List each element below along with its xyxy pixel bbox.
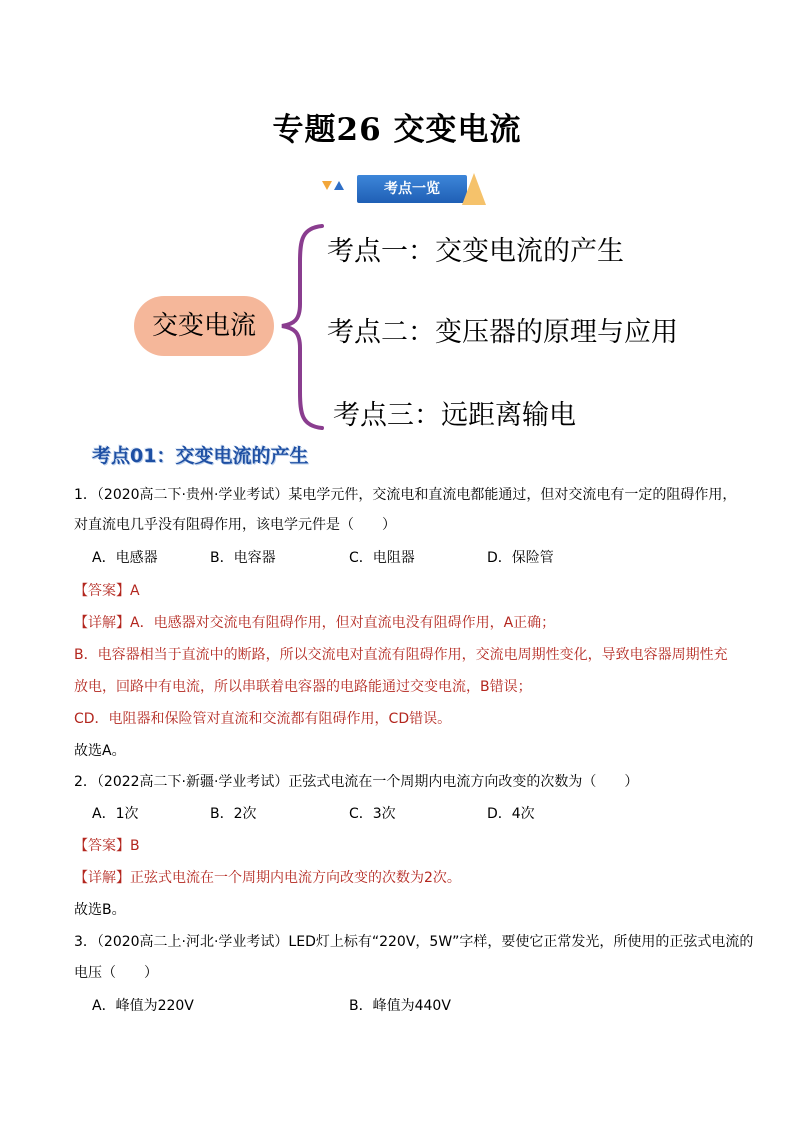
detail-line: B．电容器相当于直流中的断路，所以交流电对直流有阻碍作用，交流电周期性变化，导致电容器周期性充 — [74, 647, 728, 663]
curly-brace-icon — [276, 222, 326, 432]
section-heading: 考点01：交变电流的产生 — [92, 445, 309, 467]
question-stem-line: 2．（2022高二下·新疆·学业考试）正弦式电流在一个周期内电流方向改变的次数为（ ） — [74, 774, 639, 790]
option: B．2次 — [210, 806, 257, 822]
question-stem-line: 电压（ ） — [74, 965, 158, 981]
question-stem-line: 对直流电几乎没有阻碍作用，该电学元件是（ ） — [74, 517, 396, 533]
question-stem-line: 1．（2020高二下·贵州·学业考试）某电学元件，交流电和直流电都能通过，但对交流电有一定的阻碍作用， — [74, 487, 737, 503]
conclusion: 故选B。 — [74, 902, 126, 918]
page-title: 专题26 交变电流 — [272, 112, 522, 148]
answer-line — [74, 835, 140, 855]
detail-line — [74, 867, 461, 887]
option: A．1次 — [92, 806, 139, 822]
blue-triangle-icon — [334, 181, 344, 190]
answer-value: A — [130, 583, 140, 599]
option: C．电阻器 — [349, 550, 415, 566]
detail-text: 正弦式电流在一个周期内电流方向改变的次数为2次。 — [130, 870, 461, 886]
option: D．4次 — [487, 806, 535, 822]
question-stem-line: 3．（2020高二上·河北·学业考试）LED灯上标有“220V，5W”字样，要使它正常发光，所使用的正弦式电流的 — [74, 934, 754, 950]
orange-triangle-icon — [462, 173, 486, 205]
detail-line: 放电，回路中有电流，所以串联着电容器的电路能通过交变电流，B错误； — [74, 679, 532, 695]
detail-line: CD．电阻器和保险管对直流和交流都有阻碍作用，CD错误。 — [74, 711, 452, 727]
answer-line — [74, 580, 140, 600]
answer-value: B — [130, 838, 140, 854]
detail-line — [74, 612, 555, 632]
mindmap-topic-1: 考点一：交变电流的产生 — [327, 236, 624, 267]
option: B．电容器 — [210, 550, 276, 566]
detail-text: A．电感器对交流电有阻碍作用，但对直流电没有阻碍作用，A正确； — [130, 615, 556, 631]
option: A．电感器 — [92, 550, 158, 566]
option: B．峰值为440V — [349, 998, 451, 1014]
detail-tag: 【详解】 — [74, 870, 130, 886]
option: C．3次 — [349, 806, 396, 822]
answer-tag: 【答案】 — [74, 583, 130, 599]
detail-tag: 【详解】 — [74, 615, 130, 631]
conclusion: 故选A。 — [74, 743, 126, 759]
mindmap-center: 交变电流 — [134, 296, 274, 356]
mindmap-topic-2: 考点二：变压器的原理与应用 — [327, 317, 678, 348]
orange-triangle-icon — [322, 181, 332, 190]
option: D．保险管 — [487, 550, 554, 566]
option: A．峰值为220V — [92, 998, 194, 1014]
mindmap-topic-3: 考点三：远距离输电 — [333, 400, 576, 431]
overview-banner: 考点一览 — [357, 175, 467, 203]
answer-tag: 【答案】 — [74, 838, 130, 854]
